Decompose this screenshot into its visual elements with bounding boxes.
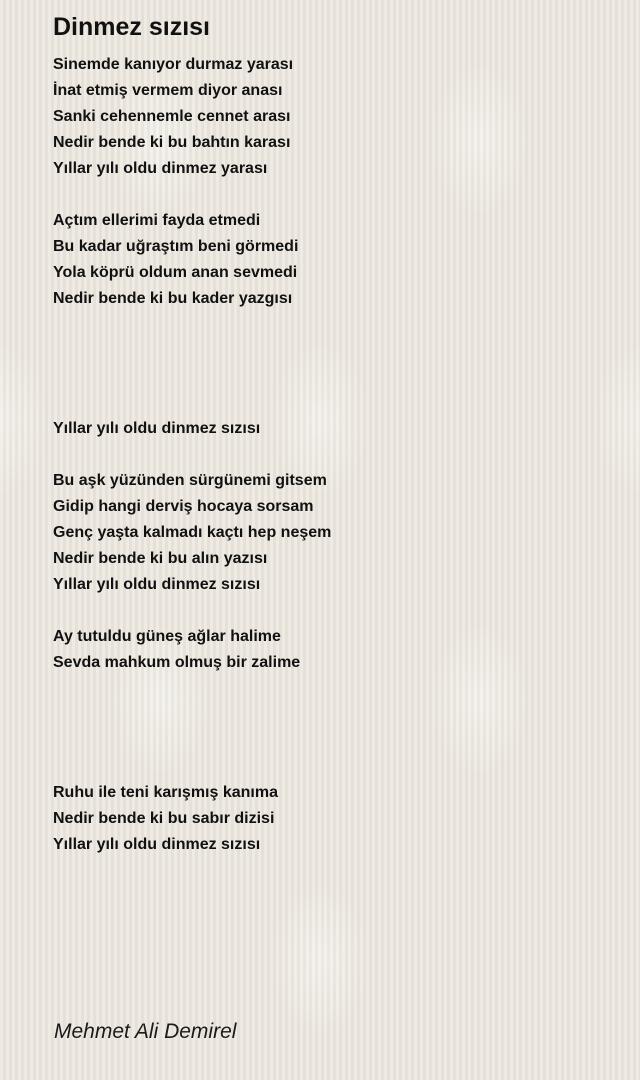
- stanza-break: [53, 442, 613, 468]
- poem-line: Bu aşk yüzünden sürgünemi gitsem: [53, 472, 327, 489]
- poem-body: [53, 52, 613, 858]
- poem-title: Dinmez sızısı: [53, 13, 210, 41]
- poem-line: Genç yaşta kalmadı kaçtı hep neşem: [53, 524, 332, 541]
- stanza-break: [53, 598, 613, 624]
- poem-line: Nedir bende ki bu sabır dizisi: [53, 810, 275, 827]
- stanza-break: [53, 182, 613, 208]
- stanza-break: [53, 676, 613, 702]
- poem-line: Sanki cehennemle cennet arası: [53, 108, 291, 125]
- poem-line: Nedir bende ki bu bahtın karası: [53, 134, 291, 151]
- poem-line: İnat etmiş vermem diyor anası: [53, 82, 283, 99]
- poem-line: Sinemde kanıyor durmaz yarası: [53, 56, 294, 73]
- stanza-break: [53, 728, 613, 754]
- stanza-break: [53, 754, 613, 780]
- stanza-break: [53, 390, 613, 416]
- stanza-break: [53, 312, 613, 338]
- poem-line: Açtım ellerimi fayda etmedi: [53, 212, 261, 229]
- stanza-break: [53, 338, 613, 364]
- poem-line: Nedir bende ki bu kader yazgısı: [53, 290, 293, 307]
- poem-line: Bu kadar uğraştım beni görmedi: [53, 238, 299, 255]
- poem-line: Yıllar yılı oldu dinmez sızısı: [53, 836, 261, 853]
- stanza-break: [53, 702, 613, 728]
- poem-line: Yıllar yılı oldu dinmez yarası: [53, 160, 268, 177]
- poem-line: Nedir bende ki bu alın yazısı: [53, 550, 268, 567]
- poem-line: Yıllar yılı oldu dinmez sızısı: [53, 576, 261, 593]
- poem-line: Sevda mahkum olmuş bir zalime: [53, 654, 301, 671]
- stanza-break: [53, 364, 613, 390]
- poem-line: Yıllar yılı oldu dinmez sızısı: [53, 420, 261, 437]
- poem-line: Ruhu ile teni karışmış kanıma: [53, 784, 278, 801]
- poem-line: Gidip hangi derviş hocaya sorsam: [53, 498, 314, 515]
- poem-author: Mehmet Ali Demirel: [54, 1020, 237, 1043]
- poem-line: Yola köprü oldum anan sevmedi: [53, 264, 298, 281]
- poem-line: Ay tutuldu güneş ağlar halime: [53, 628, 281, 645]
